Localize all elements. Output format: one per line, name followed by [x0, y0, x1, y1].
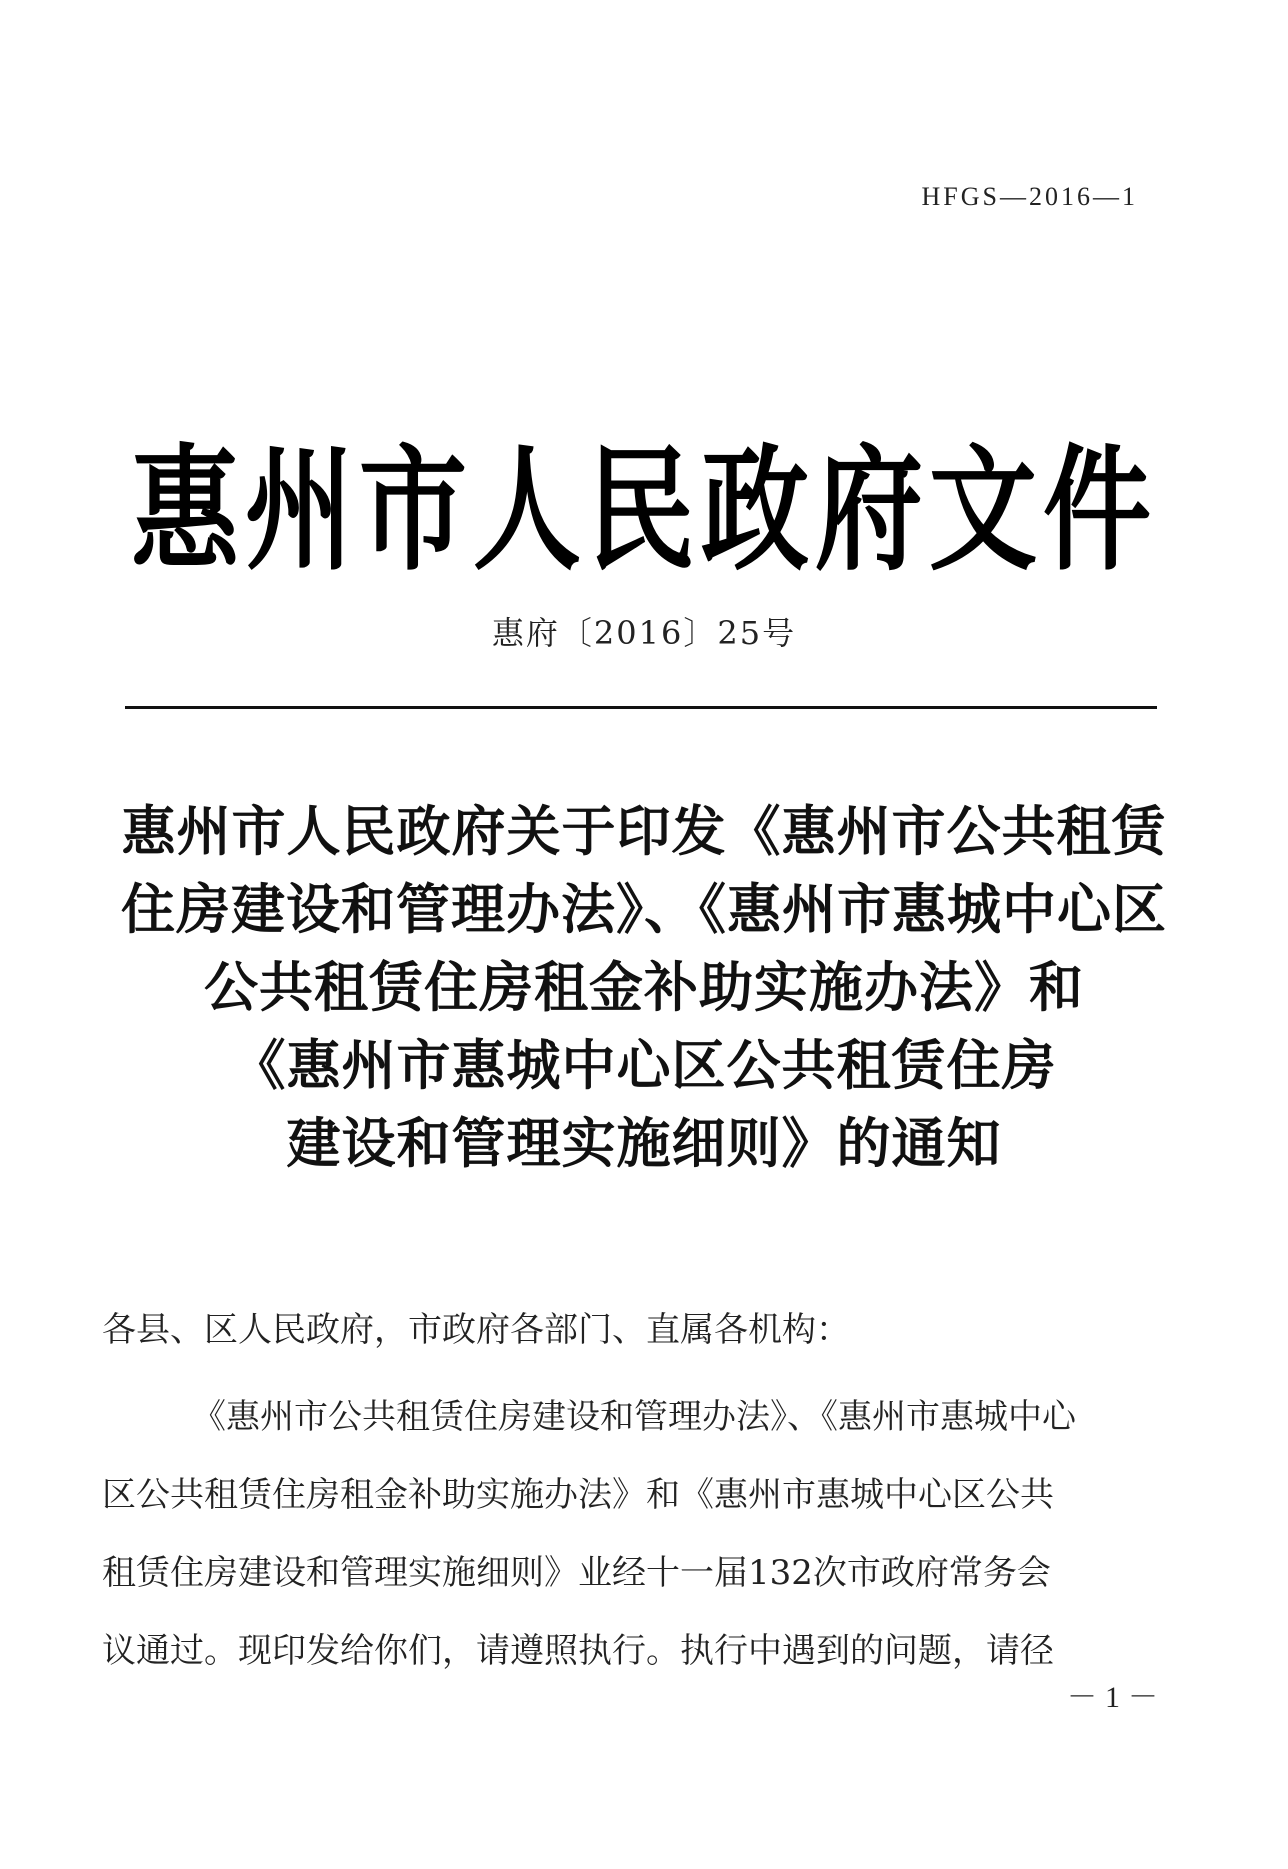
- body-line: 区公共租赁住房租金补助实施办法》和《惠州市惠城中心区公共: [102, 1475, 1054, 1515]
- document-number: 惠府〔2016〕25号: [491, 614, 797, 652]
- title-line: 住房建设和管理办法》、《惠州市惠城中心区: [121, 877, 1167, 941]
- body-line: 《惠州市公共租赁住房建设和管理办法》、《惠州市惠城中心: [192, 1397, 1076, 1437]
- document-code: HFGS—2016—1: [921, 182, 1138, 211]
- body-paragraph: [102, 1378, 1162, 1690]
- addressee: 各县、区人民政府，市政府各部门、直属各机构：: [102, 1310, 850, 1350]
- document-header: 惠州市人民政府文件: [130, 432, 1157, 590]
- body-line: 议通过。现印发给你们，请遵照执行。执行中遇到的问题，请径: [102, 1631, 1054, 1671]
- title-line: 《惠州市惠城中心区公共租赁住房: [231, 1033, 1057, 1097]
- title-line: 公共租赁住房租金补助实施办法》和: [204, 955, 1084, 1019]
- page-number: －1－: [1067, 1681, 1166, 1714]
- document-title: [100, 792, 1188, 1182]
- body-line: 租赁住房建设和管理实施细则》业经十一届132次市政府常务会: [102, 1553, 1051, 1593]
- title-line: 惠州市人民政府关于印发《惠州市公共租赁: [121, 799, 1167, 863]
- title-line: 建设和管理实施细则》的通知: [286, 1111, 1002, 1175]
- header-divider: [125, 706, 1157, 709]
